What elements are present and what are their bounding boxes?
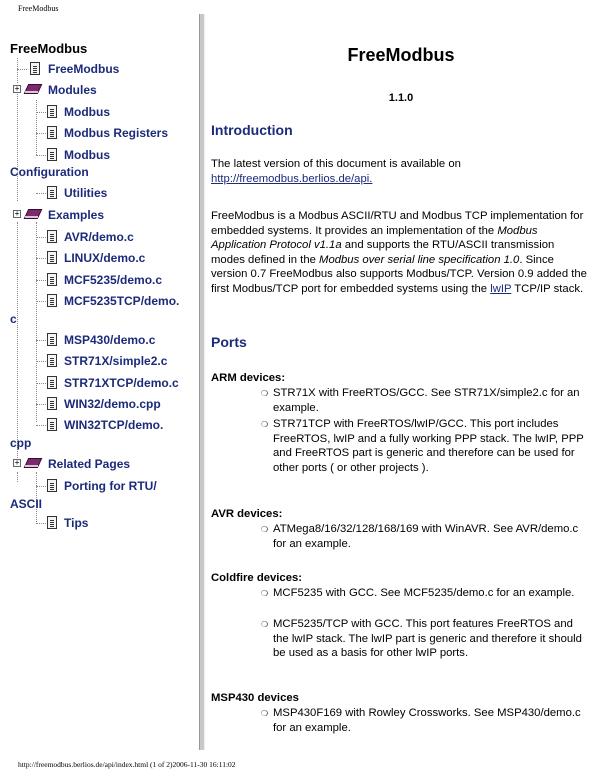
expand-icon[interactable]: + [14,458,20,467]
intro-p2-text-d: TCP/IP stack. [511,282,584,295]
sidebar-item-modbus-configuration-wrap[interactable]: Configuration [10,165,89,179]
bullet-icon: ❍ [261,709,269,718]
book-icon [24,83,40,94]
avr-devices-heading: AVR devices: [211,508,283,520]
sidebar-item-avr-demo[interactable]: AVR/demo.c [64,230,134,244]
coldfire-item-1-text: MCF5235 with GCC. See MCF5235/demo.c for an example. [273,587,575,599]
sidebar-item-modules[interactable]: Modules [48,83,97,97]
sidebar-title: FreeModbus [10,41,88,56]
intro-p2-em-1: Modbus Application Protocol v1.1a [211,224,538,251]
document-icon [47,105,57,118]
sidebar-item-tips[interactable]: Tips [64,516,89,530]
sidebar-item-porting-wrap[interactable]: ASCII [10,497,43,511]
sidebar-item-related-pages[interactable]: Related Pages [48,457,131,471]
arm-item-1-text: STR71X with FreeRTOS/GCC. See STR71X/simple2.c for an example. [273,387,580,414]
bullet-icon: ❍ [261,389,269,398]
document-icon [47,251,57,264]
intro-p2-text-b: and supports the RTU/ASCII transmission modes defined in the [211,239,555,266]
page-title: FreeModbus [347,45,455,65]
bullet-icon: ❍ [261,420,269,429]
sidebar-tree [0,20,196,750]
intro-p1-text: The latest version of this document is available on [211,158,461,170]
sidebar-item-str71x-simple2[interactable]: STR71X/simple2.c [64,354,168,368]
avr-item-1-text: ATMega8/16/32/128/168/169 with WinAVR. See AVR/demo.c for an example. [273,523,579,550]
sidebar-item-win32-demo[interactable]: WIN32/demo.cpp [64,397,161,411]
book-icon [24,457,40,468]
sidebar-item-freemodbus[interactable]: FreeModbus [48,62,120,76]
sidebar-item-modbus[interactable]: Modbus [64,105,110,119]
document-icon [47,294,57,307]
list-item [261,706,589,735]
sidebar-item-msp430-demo[interactable]: MSP430/demo.c [64,333,156,347]
document-icon [47,148,57,161]
document-icon [47,397,57,410]
document-icon [47,230,57,243]
intro-p2-text-c: . Since version 0.7 FreeModbus also supports Modbus/TCP. Version 0.9 added the first Modbus/TCP port for embedded systems using the [211,253,587,295]
document-icon [47,376,57,389]
document-icon [47,354,57,367]
list-item [261,386,589,415]
sidebar-item-win32tcp-demo-wrap[interactable]: cpp [10,436,32,450]
document-icon [47,186,57,199]
sidebar-item-utilities[interactable]: Utilities [64,186,108,200]
arm-item-2-text: STR71TCP with FreeRTOS/lwIP/GCC. This port includes FreeRTOS, lwIP and a fully working PPP stack. The lwIP, PPP and FreeRTOS part is generic and therefore can be used for other ports ( or other projects ). [273,418,584,474]
sidebar-item-mcf5235-demo[interactable]: MCF5235/demo.c [64,273,163,287]
expand-icon[interactable]: + [14,209,20,218]
list-item [261,417,589,475]
bullet-icon: ❍ [261,589,269,598]
sidebar-item-str71xtcp-demo[interactable]: STR71XTCP/demo.c [64,376,179,390]
document-icon [47,333,57,346]
intro-paragraph-1 [211,157,587,186]
intro-p2-text-a: FreeModbus is a Modbus ASCII/RTU and Modbus TCP implementation for embedded systems. It provides an implementation of the [211,210,584,237]
sidebar-item-linux-demo[interactable]: LINUX/demo.c [64,251,146,265]
version-label: 1.1.0 [388,92,414,104]
list-item [261,522,589,551]
list-item [261,586,589,601]
arm-devices-heading: ARM devices: [211,372,286,384]
list-item [261,617,589,661]
ports-heading: Ports [211,334,247,350]
frame-divider[interactable] [199,14,205,750]
document-icon [47,516,57,529]
coldfire-item-2-text: MCF5235/TCP with GCC. This port features FreeRTOS and the lwIP stack. The lwIP part is generic and therefore it should be used as a basis for other lwIP ports. [273,618,582,659]
intro-p2-em-2: Modbus over serial line specification 1.0 [319,253,520,266]
intro-paragraph-2 [211,209,587,296]
print-footer: http://freemodbus.berlios.de/api/index.html (1 of 2)2006-11-30 16:11:02 [18,760,236,769]
expand-icon[interactable]: + [14,84,20,93]
introduction-heading: Introduction [211,122,293,138]
sidebar-item-mcf5235tcp-demo[interactable]: MCF5235TCP/demo. [64,294,180,308]
sidebar-item-porting[interactable]: Porting for RTU/ [64,479,157,493]
bullet-icon: ❍ [261,525,269,534]
sidebar-item-modbus-configuration[interactable]: Modbus [64,148,110,162]
coldfire-devices-heading: Coldfire devices: [211,572,303,584]
msp430-item-1-text: MSP430F169 with Rowley Crossworks. See MSP430/demo.c for an example. [273,707,581,734]
document-icon [30,62,40,75]
document-icon [47,418,57,431]
sidebar-item-win32tcp-demo[interactable]: WIN32TCP/demo. [64,418,164,432]
bullet-icon: ❍ [261,620,269,629]
sidebar-item-examples[interactable]: Examples [48,208,105,222]
document-icon [47,479,57,492]
api-link[interactable]: http://freemodbus.berlios.de/api. [211,172,373,185]
document-icon [47,273,57,286]
document-icon [47,126,57,139]
msp430-devices-heading: MSP430 devices [211,692,299,704]
sidebar-item-modbus-registers[interactable]: Modbus Registers [64,126,169,140]
sidebar-item-mcf5235tcp-demo-wrap[interactable]: c [10,312,17,326]
book-icon [24,208,40,219]
lwip-link[interactable]: lwIP [490,282,512,295]
print-header: FreeModbus [18,4,59,13]
